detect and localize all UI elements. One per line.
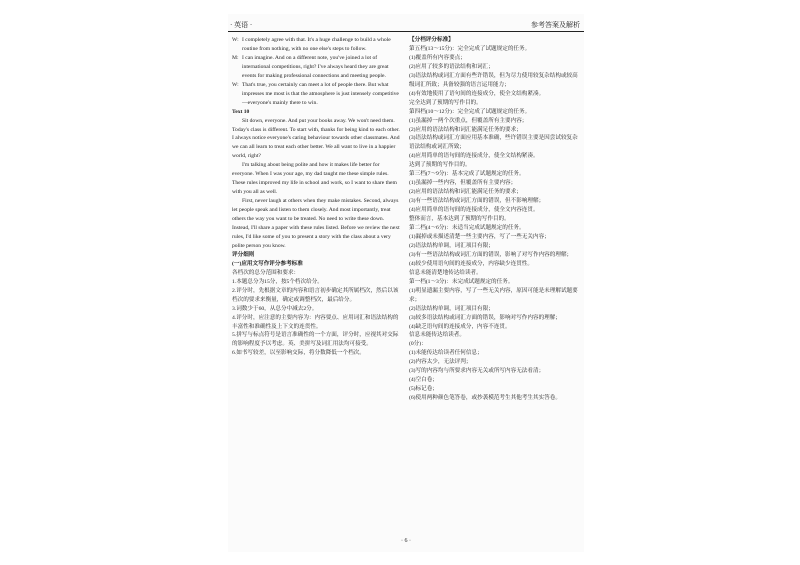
grading-criteria-line: (4)应用简单的语句间的连接成分，使全文结构紧凑。	[409, 153, 539, 160]
dialogue-line	[232, 54, 401, 81]
grading-criteria-line: (4)缺乏语句间的连接成分，内容不连贯。	[409, 323, 511, 330]
grading-criteria-line: 第一档(1～3分)：未完成试题规定的任务。	[409, 278, 514, 285]
page-title: 参考答案及解析	[531, 21, 580, 29]
grading-criteria-line: 整体而言，基本达到了预期的写作目的。	[409, 216, 510, 223]
grading-criteria-list	[409, 45, 581, 403]
grading-criteria-line: (3)语法结构或词汇方面应用基本准确，些许错误主要是因尝试较复杂语法结构或词汇所致；	[409, 135, 578, 151]
grading-criteria-line: (1)虽漏掉一些内容，但覆盖所有主要内容；	[409, 180, 517, 187]
grading-criteria-line: 第五档(13～15分)：完全完成了试题规定的任务。	[409, 45, 531, 52]
grading-criteria-line: (3)较多语法结构或词汇方面的错误，影响对写作内容的理解；	[409, 314, 561, 321]
grading-criteria-line: (3)有一些语法结构或词汇方面的错误，但不影响理解；	[409, 198, 545, 205]
scoring-rule: 3.词数少于60，从总分中减去2分。	[232, 305, 318, 312]
speaker-label: M:	[232, 54, 239, 61]
page-number: · 6 ·	[401, 538, 411, 544]
grading-criteria-line: (4)空白卷；	[409, 377, 438, 384]
grading-criteria-line: (0分)：	[409, 341, 427, 348]
transcript-paragraph: Sit down, everyone. And put your books away. We won't need them. Today's class is different. To start with, thanks for being kind to each other. I always notice everyone's caring behaviour towards other classmates. And we can all learn to treat each other better. We all want to live in a happier world, right?	[232, 117, 400, 160]
dialogue-text: I completely agree with that. It's a huge challenge to build a whole routine from nothing, with no one else's steps to follow.	[242, 37, 391, 52]
grading-criteria-line: (1)明显遗漏主要内容，写了一些无关内容，原因可能是未理解试题要求；	[409, 287, 578, 303]
grading-criteria-line: (4)有效地使用了语句间的连接成分，使全文结构紧凑。	[409, 90, 545, 97]
speaker-label: W:	[232, 81, 239, 88]
grading-criteria-line: (1)覆盖所有内容要点；	[409, 54, 466, 61]
grading-criteria-line: (1)虽漏掉一两个次重点，但覆盖所有主要内容；	[409, 117, 528, 124]
grading-criteria-line: (3)语法结构或词汇方面有些许错误，但为尽力使用较复杂结构或较高级词汇所致；具备较强的语言运用能力；	[409, 72, 578, 88]
right-column	[409, 36, 581, 403]
scoring-rule: 4.评分时，应注意的主要内容为：内容要点、应用词汇和语法结构的丰富性和准确性及上下文的连贯性。	[232, 314, 399, 330]
scoring-rule: 1.本题总分为15分，按5个档次给分。	[232, 278, 323, 285]
grading-criteria-line: (4)应用简单的语句间的连接成分，使全文内容连贯。	[409, 207, 539, 214]
grading-criteria-line: (2)应用的语法结构和词汇能满足任务的要求；	[409, 126, 522, 133]
grading-criteria-line: (2)应用的语法结构和词汇能满足任务的要求；	[409, 189, 522, 196]
grading-criteria-line: 信息未能清楚地传达给读者。	[409, 269, 482, 276]
grading-criteria-line: (2)内容太少，无法评判；	[409, 359, 472, 366]
dialogue-line	[232, 36, 401, 54]
dialogue-line	[232, 81, 401, 108]
grading-criteria-line: (1)未能传达给读者任何信息；	[409, 350, 483, 357]
grading-criteria-line: (5)标记卷；	[409, 386, 438, 393]
grading-heading: 【分档评分标准】	[409, 37, 454, 43]
rules-intro: 各档次的总分范围和要求：	[232, 269, 300, 276]
grading-criteria-line: 第三档(7～9分)：基本完成了试题规定的任务。	[409, 171, 525, 178]
speaker-label: W:	[232, 37, 239, 43]
transcript-paragraph: First, never laugh at others when they make mistakes. Second, always let people speak and listen to them closely. And most importantly, treat others the way you want to be treated. No need to write these down. Instead, I'll share a paper with these rules listed. Before we review the next rules, I'd like some of you to present a story with the class about a very polite person you know.	[232, 198, 400, 249]
grading-criteria-line: (2)应用了较多的语法结构和词汇；	[409, 63, 494, 70]
grading-criteria-line: (2)语法结构单调，词汇项目有限；	[409, 305, 494, 312]
grading-criteria-line: (6)使用两种颜色笔答卷，或抄袭模范考生其他考生其实答卷。	[409, 395, 561, 402]
grading-criteria-line: 完全达到了预期的写作目的。	[409, 99, 482, 106]
grading-criteria-line: (3)有一些语法结构或词汇方面的错误，影响了对写作内容的理解；	[409, 251, 573, 258]
answer-key-page	[228, 14, 584, 552]
grading-criteria-line: (2)语法结构单调，词汇项目有限；	[409, 242, 494, 249]
dialogue-text: That's true, you certainly can meet a lot of people there. But what impresses me most is that the atmosphere is just intensely competitive—everyone's mainly there to win.	[242, 81, 399, 106]
scoring-rule: 2.评分时，先根据文章的内容和语言初步确定其所属档次，然后以该档次的要求来衡量，确定或调整档次，最后给分。	[232, 287, 399, 303]
scoring-rule: 6.如书写较差，以至影响交际，将分数降低一个档次。	[232, 350, 365, 357]
transcript-paragraph: I'm talking about being polite and how it makes life better for everyone. When I was your age, my dad taught me these simple rules. These rules improved my life in school and work, so I want to share them with you all as well.	[232, 162, 397, 196]
header-rule	[228, 31, 584, 32]
grading-criteria-line: (1)漏掉或未描述清楚一些主要内容，写了一些无关内容；	[409, 233, 550, 240]
text-label: Text 10	[232, 108, 250, 115]
scoring-heading: 评分细则	[232, 251, 255, 258]
left-column	[232, 36, 401, 358]
grading-criteria-line: 信息未能传达给读者。	[409, 332, 465, 339]
grading-criteria-line: 第四档(10～12分)：完全完成了试题规定的任务。	[409, 108, 531, 115]
grading-criteria-line: (3)写的内容均与所要求内容无关或所写内容无法看清；	[409, 368, 545, 375]
grading-criteria-line: (4)较少使用语句间的连接成分，内容缺少连贯性。	[409, 260, 533, 267]
section-heading: (一)应用文写作评分参考标准	[232, 260, 303, 267]
dialogue-text: I can imagine. And on a different note, you've joined a lot of international competitions, right? I've always heard they are great events for making professional connections and meeting people.	[242, 54, 389, 79]
grading-criteria-line: 达到了预期的写作目的。	[409, 162, 471, 169]
grading-criteria-line: 第二档(4～6分)：未适当完成试题规定的任务。	[409, 225, 525, 232]
subject-label: · 英语 ·	[230, 21, 253, 29]
scoring-rule: 5.拼写与标点符号是语言准确性的一个方面，评分时，应视其对交际的影响程度予以考虑。英、美拼写及词汇用法均可接受。	[232, 332, 399, 348]
page-header	[228, 20, 584, 30]
